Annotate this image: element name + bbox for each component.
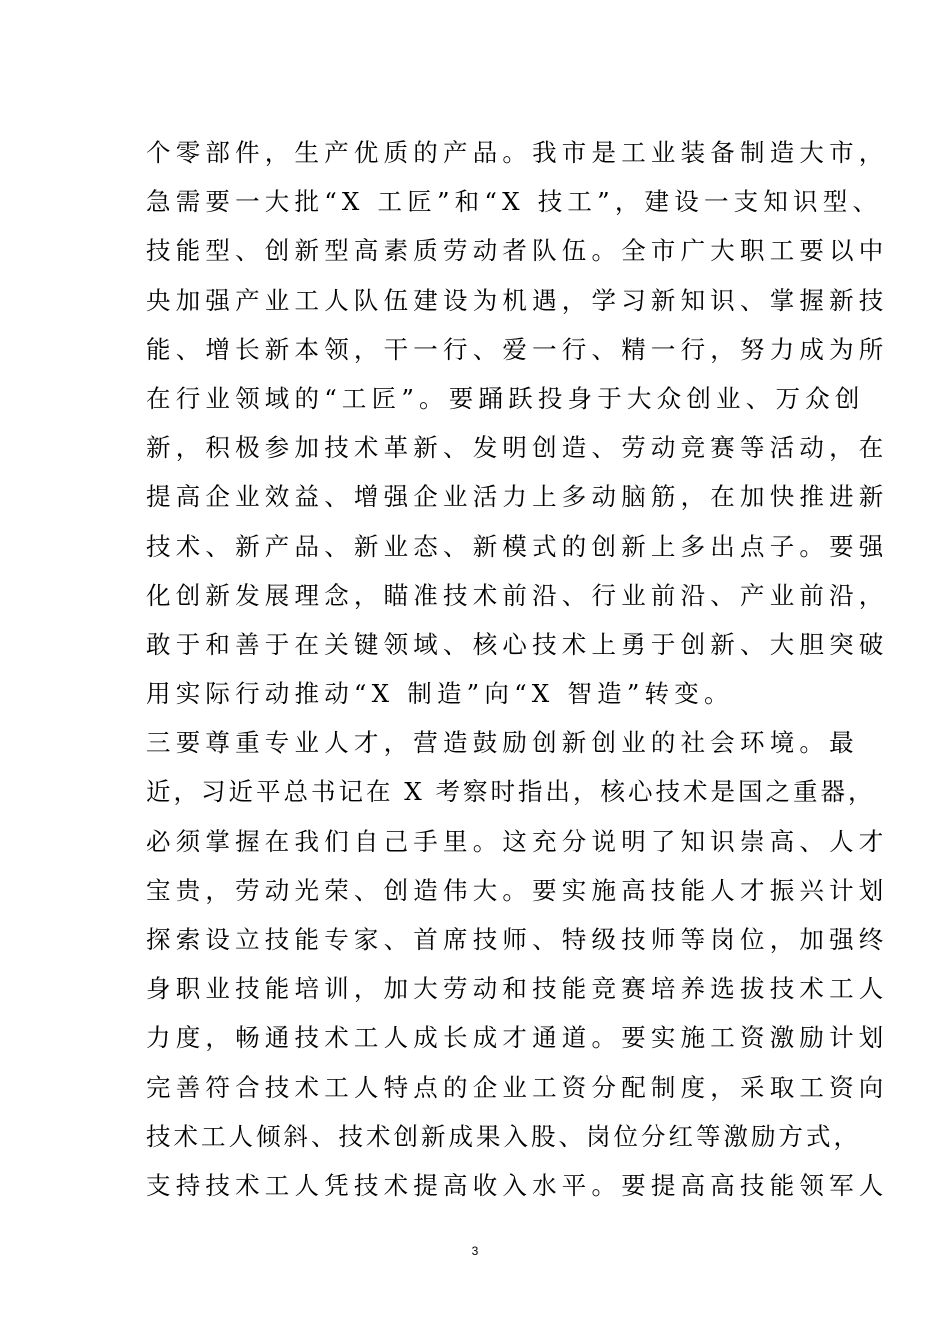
text-line: 新，积极参加技术革新、发明创造、劳动竞赛等活动，在 [146,433,889,463]
text-line: 急需要一大批“X 工匠”和“X 技工”，建设一支知识型、 [146,187,883,217]
text-line: 提高企业效益、增强企业活力上多动脑筋，在加快推进新 [146,482,889,512]
text-line: 力度，畅通技术工人成长成才通道。要实施工资激励计划 [146,1023,889,1053]
text-line: 宝贵，劳动光荣、创造伟大。要实施高技能人才振兴计划 [146,875,889,905]
text-line: 身职业技能培训，加大劳动和技能竞赛培养选拔技术工人 [146,974,889,1004]
text-line: 完善符合技术工人特点的企业工资分配制度，采取工资向 [146,1072,889,1102]
page-number: 3 [471,1244,479,1258]
text-line: 用实际行动推动“X 制造”向“X 智造”转变。 [146,679,734,709]
text-line: 央加强产业工人队伍建设为机遇，学习新知识、掌握新技 [146,285,889,315]
text-line: 在行业领域的“工匠”。要踊跃投身于大众创业、万众创 [146,383,865,413]
text-line: 技术、新产品、新业态、新模式的创新上多出点子。要强 [146,531,889,561]
text-line: 化创新发展理念，瞄准技术前沿、行业前沿、产业前沿， [146,580,889,610]
text-line: 近，习近平总书记在 X 考察时指出，核心技术是国之重器， [146,777,876,807]
text-line: 能、增长新本领，干一行、爱一行、精一行，努力成为所 [146,334,889,364]
text-line: 敢于和善于在关键领域、核心技术上勇于创新、大胆突破 [146,629,889,659]
text-line: 技能型、创新型高素质劳动者队伍。全市广大职工要以中 [146,236,889,266]
text-line: 探索设立技能专家、首席技师、特级技师等岗位，加强终 [146,925,889,954]
text-line: 支持技术工人凭技术提高收入水平。要提高高技能领军人 [146,1170,889,1200]
text-line: 必须掌握在我们自己手里。这充分说明了知识崇高、人才 [146,826,889,856]
body-text [146,128,889,1210]
text-line: 个零部件，生产优质的产品。我市是工业装备制造大市， [146,138,889,167]
paragraph-heading-line: 三要尊重专业人才，营造鼓励创新创业的社会环境。最 [146,728,859,758]
text-line: 技术工人倾斜、技术创新成果入股、岗位分红等激励方式， [146,1121,861,1151]
